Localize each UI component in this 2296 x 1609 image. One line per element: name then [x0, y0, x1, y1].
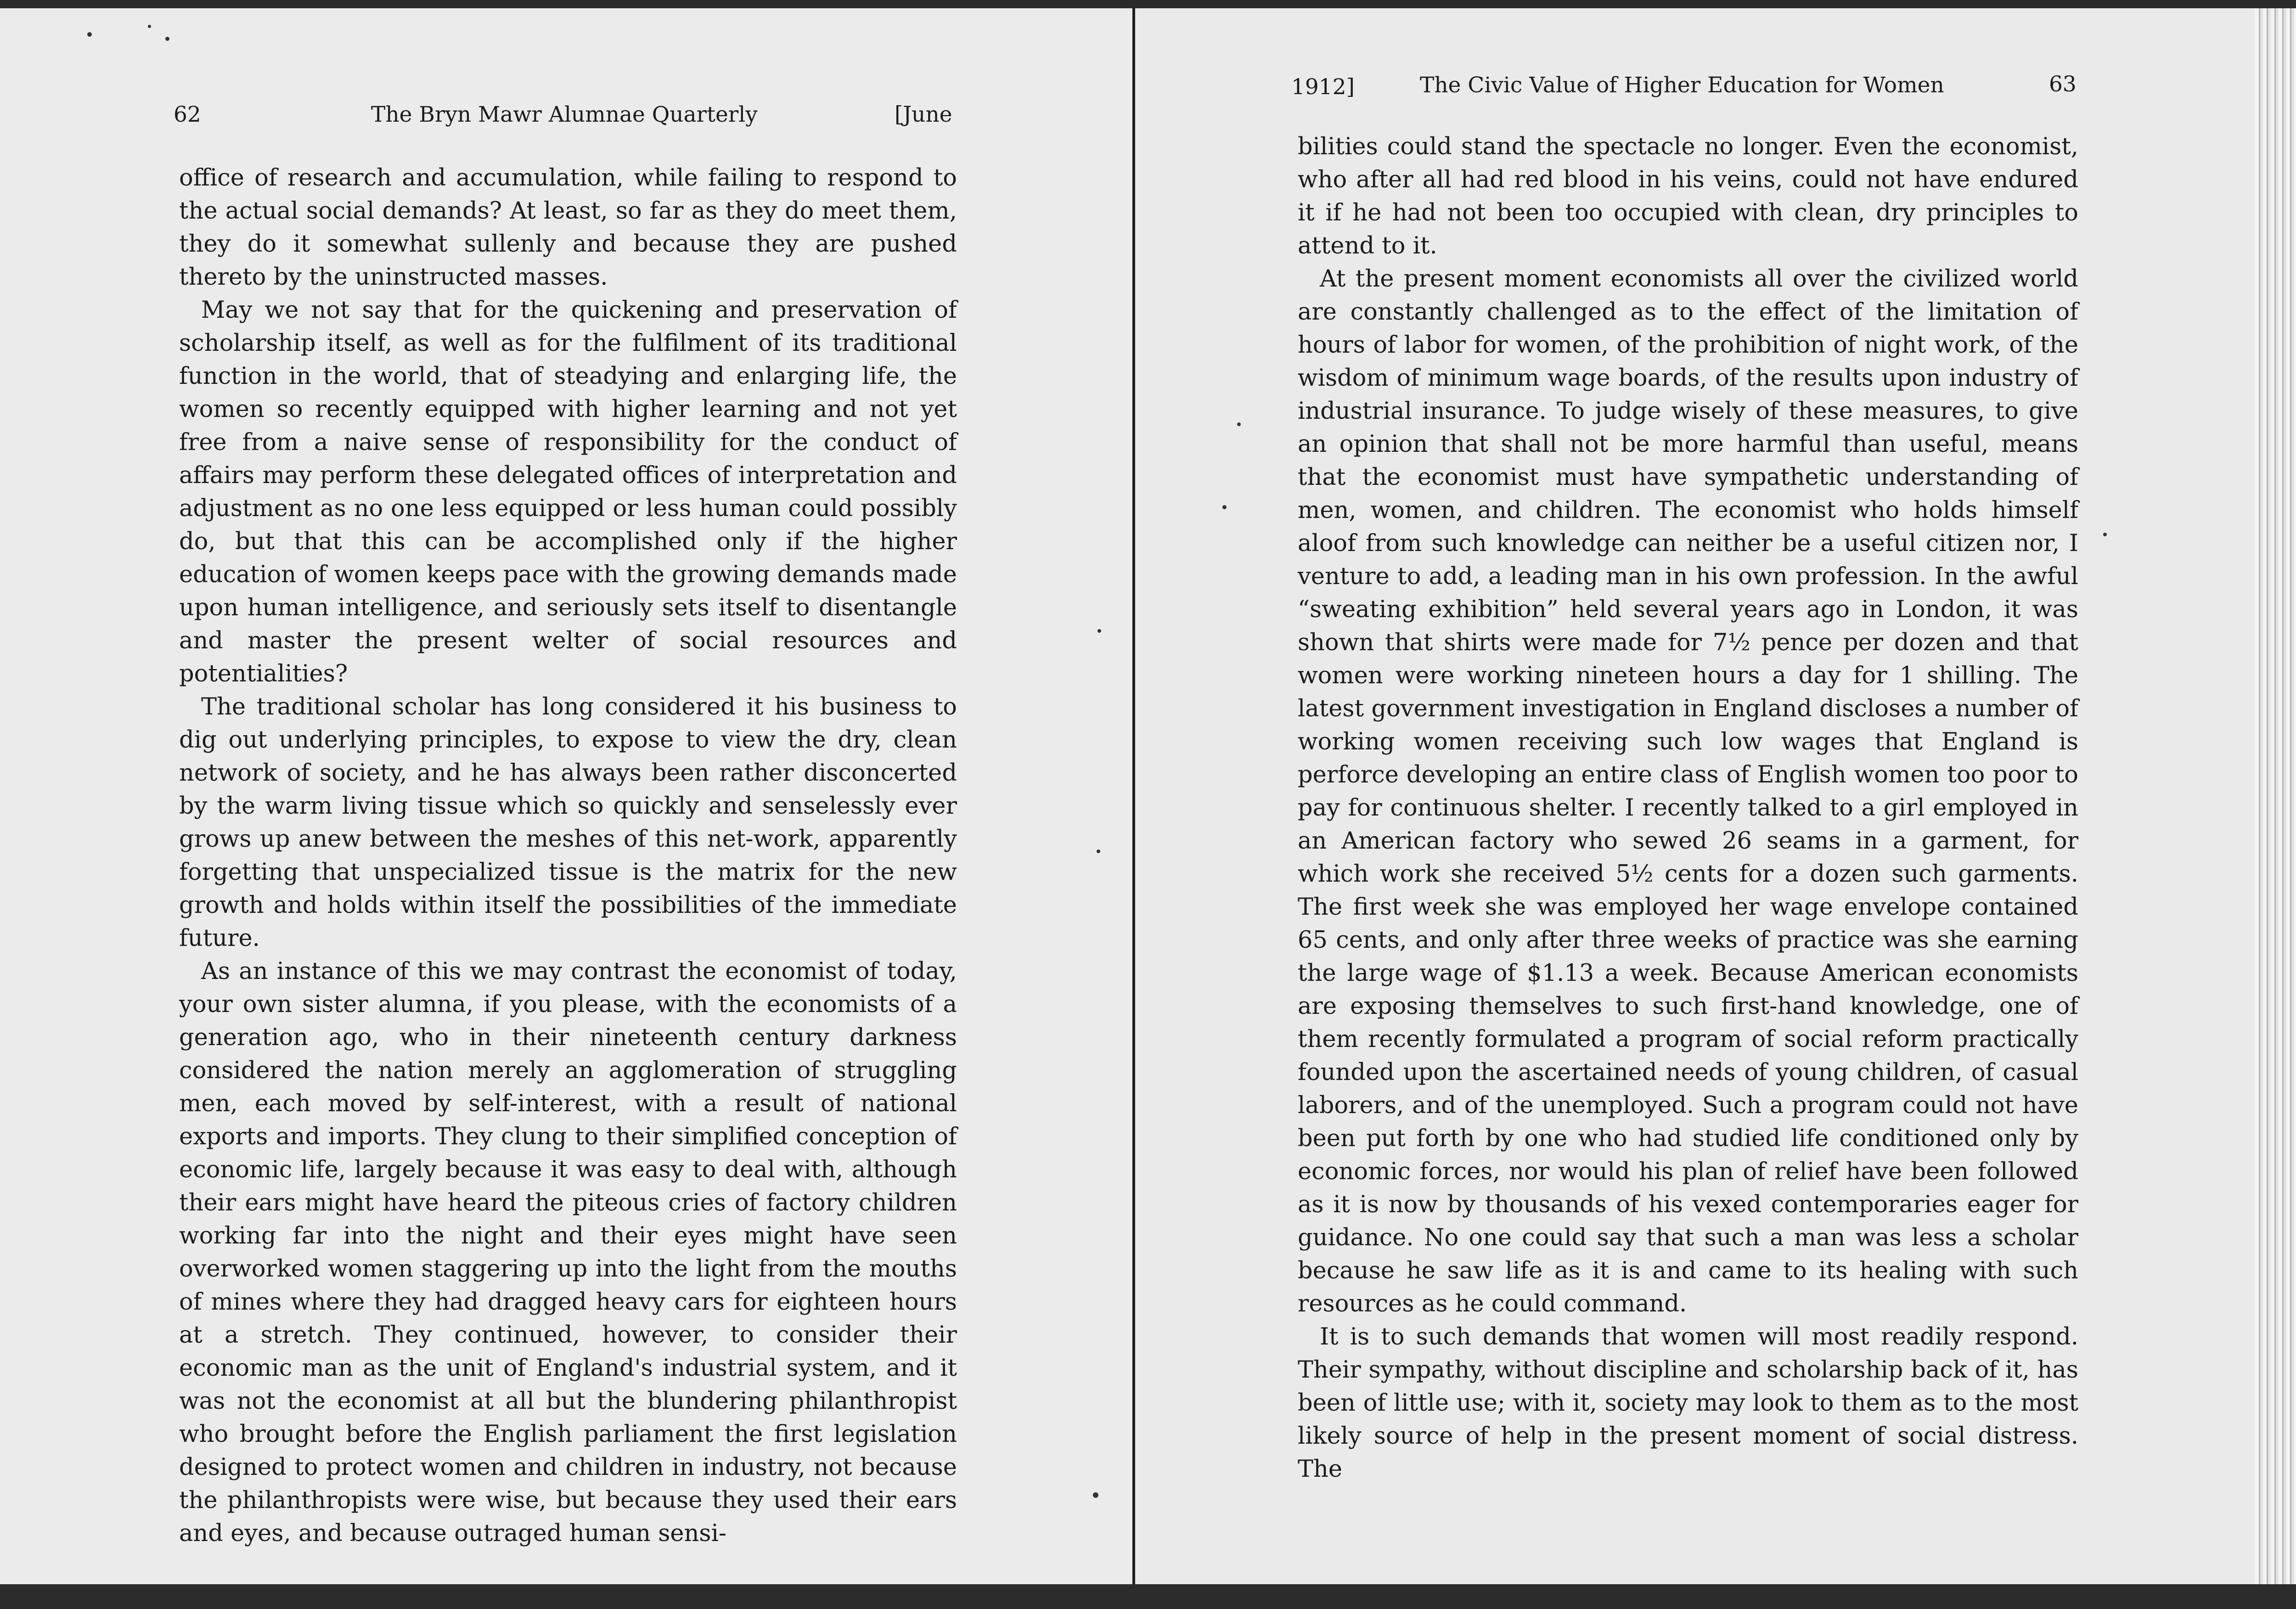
right-text-column — [1298, 130, 2078, 1486]
book-gutter — [1132, 8, 1135, 1584]
book-fore-edge — [2255, 8, 2296, 1584]
scan-speck — [1097, 850, 1100, 853]
right-paragraph-1: bilities could stand the spectacle no longer. Even the economist, who after all had red blood in his veins, could not have endured it if he had not been too occupied with clean, dry principles to attend to it. — [1298, 133, 2078, 259]
left-text-column — [179, 162, 957, 1550]
right-year-label: 1912] — [1291, 74, 1355, 100]
left-running-title: The Bryn Mawr Alumnae Quarterly — [371, 102, 758, 127]
left-paragraph-1: office of research and accumulation, while failing to respond to the actual social demands? At least, so far as they do meet them, they do it somewhat sullenly and because they are pushed thereto by the uninstructed masses. — [179, 164, 957, 291]
scan-bottom-edge — [0, 1584, 2296, 1609]
scan-top-edge — [0, 0, 2296, 8]
left-date-label: [June — [895, 102, 952, 127]
left-page-number: 62 — [174, 102, 201, 127]
left-paragraph-3: The traditional scholar has long considered it his business to dig out underlying principles, to expose to view the dry, clean network of society, and he has always been rather disconcerted by the warm living tissue which so quickly and senselessly ever grows up anew between the meshes of this net-work, apparently forgetting that unspecialized tissue is the matrix for the new growth and holds within itself the possibilities of the immediate future. — [179, 693, 957, 952]
scan-speck — [87, 32, 92, 37]
left-paragraph-4: As an instance of this we may contrast the economist of today, your own sister alumna, if you please, with the economists of a generation ago, who in their nineteenth century darkness considered the nation merely an agglomeration of struggling men, each moved by self-interest, with a result of national exports and imports. They clung to their simplified conception of economic life, largely because it was easy to deal with, although their ears might have heard the piteous cries of factory children working far into the night and their eyes might have seen overworked women staggering up into the light from the mouths of mines where they had dragged heavy cars for eighteen hours at a stretch. They continued, however, to consider their economic man as the unit of England's industrial system, and it was not the economist at all but the blundering philanthropist who brought before the English parliament the first legislation designed to protect women and children in industry, not because the philanthropists were wise, but because they used their ears and eyes, and because outraged human sensi- — [179, 958, 957, 1547]
scan-speck — [165, 37, 169, 41]
scan-speck — [1237, 422, 1241, 426]
scan-speck — [1097, 629, 1101, 633]
scan-speck — [2103, 533, 2107, 536]
left-paragraph-2: May we not say that for the quickening and preservation of scholarship itself, as well as for the fulfilment of its traditional function in the world, that of steadying and enlarging life, the women so recently equipped with higher learning and not yet free from a naive sense of responsibility for the conduct of affairs may perform these delegated offices of interpretation and adjustment as no one less equipped or less human could possibly do, but that this can be accomplished only if the higher education of women keeps pace with the growing demands made upon human intelligence, and seriously sets itself to disentangle and master the present welter of social resources and potentialities? — [179, 297, 957, 687]
right-paragraph-3: It is to such demands that women will most readily respond. Their sympathy, without discipline and scholarship back of it, has been of little use; with it, society may look to them as to the most likely source of help in the present moment of social distress. The — [1298, 1323, 2078, 1483]
right-page-number: 63 — [2049, 72, 2077, 97]
scan-speck — [1222, 505, 1227, 509]
right-running-title: The Civic Value of Higher Education for Women — [1420, 73, 1944, 98]
scan-speck — [1093, 1492, 1098, 1498]
right-paragraph-2: At the present moment economists all over the civilized world are constantly challenged as to the effect of the limitation of hours of labor for women, of the prohibition of night work, of the wisdom of minimum wage boards, of the results upon industry of industrial insurance. To judge wisely of these measures, to give an opinion that shall not be more harmful than useful, means that the economist must have sympathetic understanding of men, women, and children. The economist who holds himself aloof from such knowledge can neither be a useful citizen nor, I venture to add, a leading man in his own profession. In the awful “sweating exhibition” held several years ago in London, it was shown that shirts were made for 7½ pence per dozen and that women were working nineteen hours a day for 1 shilling. The latest government investigation in England discloses a number of working women receiving such low wages that England is perforce developing an entire class of English women too poor to pay for continuous shelter. I recently talked to a girl employed in an American factory who sewed 26 seams in a garment, for which work she received 5½ cents for a dozen such garments. The first week she was employed her wage envelope contained 65 cents, and only after three weeks of practice was she earning the large wage of $1.13 a week. Because American economists are exposing themselves to such first-hand knowledge, one of them recently formulated a program of social reform practically founded upon the ascertained needs of young children, of casual laborers, and of the unemployed. Such a program could not have been put forth by one who had studied life conditioned only by economic forces, nor would his plan of relief have been followed as it is now by thousands of his vexed contemporaries eager for guidance. No one could say that such a man was less a scholar because he saw life as it is and came to its healing with such resources as he could command. — [1298, 265, 2078, 1317]
scan-speck — [148, 25, 151, 28]
